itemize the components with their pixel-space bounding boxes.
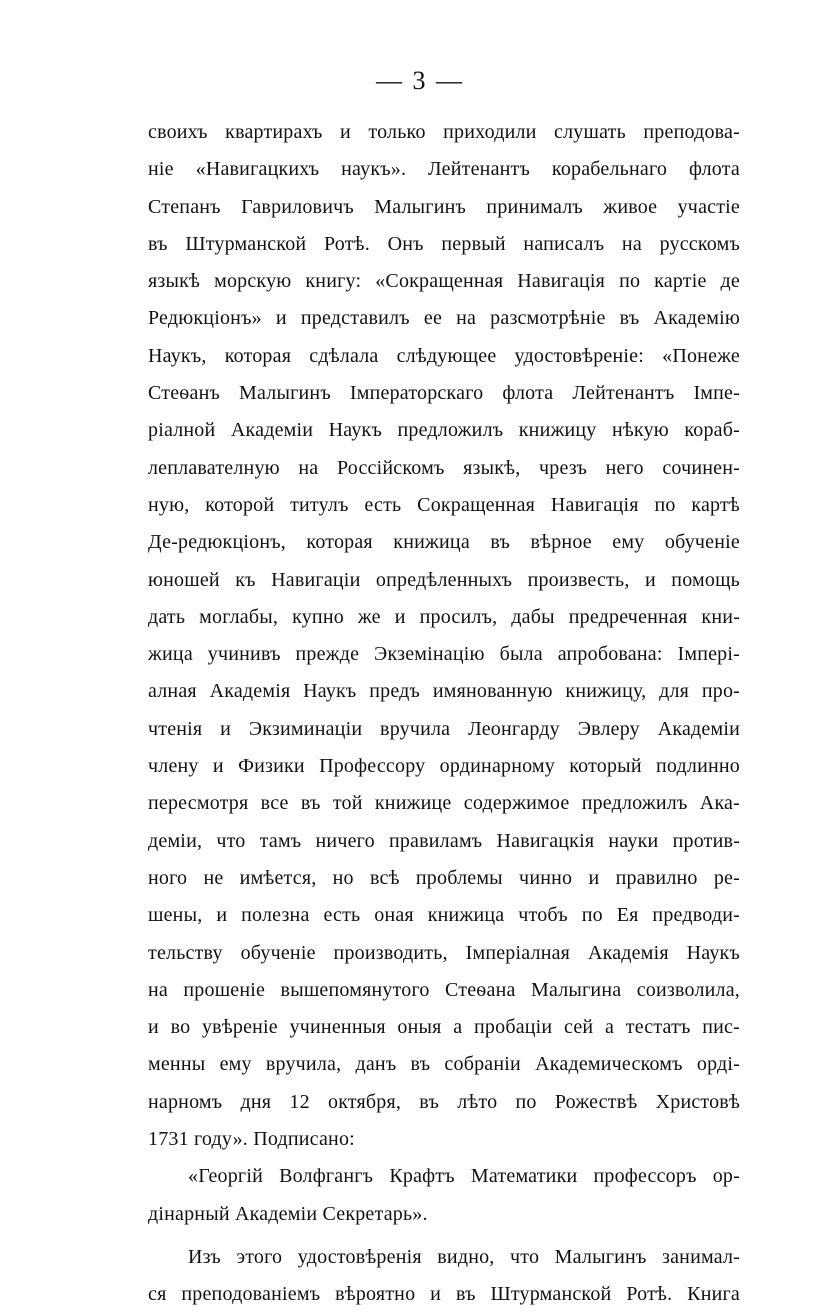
text-line: деміи, что тамъ ничего правиламъ Навигацкія науки против- <box>148 829 740 852</box>
text-line: Наукъ, которая сдѣлала слѣдующее удостовѣреніе: «Понеже <box>148 344 740 367</box>
text-line: ріалной Академіи Наукъ предложилъ книжицу нѣкую кораб- <box>148 419 740 442</box>
text-line: ся преподованіемъ вѣроятно и въ Штурманской Ротѣ. Книга <box>148 1283 740 1306</box>
text-line: леплавателную на Россійскомъ языкѣ, чрезъ него сочинен- <box>148 456 740 479</box>
text-line: чтенія и Экзиминаціи вручила Леонгарду Эвлеру Академіи <box>148 717 740 740</box>
text-line: дінарный Академіи Секретарь». <box>148 1202 428 1225</box>
text-line: шены, и полезна есть оная книжица чтобъ по Ея предводи- <box>148 904 740 927</box>
body-text <box>148 114 740 1314</box>
text-line: члену и Физики Профессору ординарному который подлинно <box>148 755 740 778</box>
text-line: въ Штурманской Ротѣ. Онъ первый написалъ на русскомъ <box>148 232 740 255</box>
paragraph-2-signature <box>148 1158 740 1233</box>
text-line: Изъ этого удостовѣренія видно, что Малыгинъ занимал- <box>188 1245 740 1268</box>
text-line: ніе «Навигацкихъ наукъ». Лейтенантъ корабельнаго флота <box>148 158 740 181</box>
text-line: Редюкціонъ» и представилъ ее на разсмотрѣніе въ Академію <box>148 307 740 330</box>
text-line: 1731 году». Подписано: <box>148 1128 355 1151</box>
text-line: дать моглабы, купно же и просилъ, дабы предреченная кни- <box>148 605 740 628</box>
text-line: на прошеніе вышепомянутого Стеѳана Малыгина соизволила, <box>148 978 740 1001</box>
text-line: менны ему вручила, данъ въ собраніи Академическомъ орді- <box>148 1053 740 1076</box>
text-line: своихъ квартирахъ и только приходили слушать преподова- <box>148 121 740 143</box>
text-line: Степанъ Гавриловичъ Малыгинъ принималъ живое участіе <box>148 195 740 218</box>
text-line: пересмотря все въ той книжице содержимое предложилъ Ака- <box>148 792 740 815</box>
text-line: юношей къ Навигаціи опредѣленныхъ произвесть, и помощь <box>148 568 740 591</box>
paragraph-1 <box>148 114 740 1158</box>
text-line: тельству обученіе производить, Імперіалная Академія Наукъ <box>148 941 740 964</box>
text-line: алная Академія Наукъ предъ имянованную книжицу, для про- <box>148 680 740 703</box>
text-line: жица учинивъ прежде Экземінацію была апробована: Імпері- <box>148 643 740 666</box>
text-line: и во увѣреніе учиненныя оныя а пробаціи сей а тестатъ пис- <box>148 1016 740 1039</box>
text-line: нарномъ дня 12 октября, въ лѣто по Рожествѣ Христовѣ <box>148 1090 740 1113</box>
paragraph-3 <box>148 1239 740 1314</box>
text-line: ного не имѣется, но всѣ проблемы чинно и правилно ре- <box>148 866 740 889</box>
text-line: Стеѳанъ Малыгинъ Імператорскаго флота Лейтенантъ Імпе- <box>148 382 740 405</box>
text-line: языкѣ морскую книгу: «Сокращенная Навигація по картіе де <box>148 270 740 293</box>
text-line: «Георгій Волфгангъ Крафтъ Математики профессоръ ор- <box>188 1165 740 1188</box>
page-number: — 3 — <box>376 66 464 95</box>
text-line: Де-редюкціонъ, которая книжица въ вѣрное ему обученіе <box>148 531 740 554</box>
text-line: ную, которой титулъ есть Сокращенная Навигація по картѣ <box>148 493 740 516</box>
